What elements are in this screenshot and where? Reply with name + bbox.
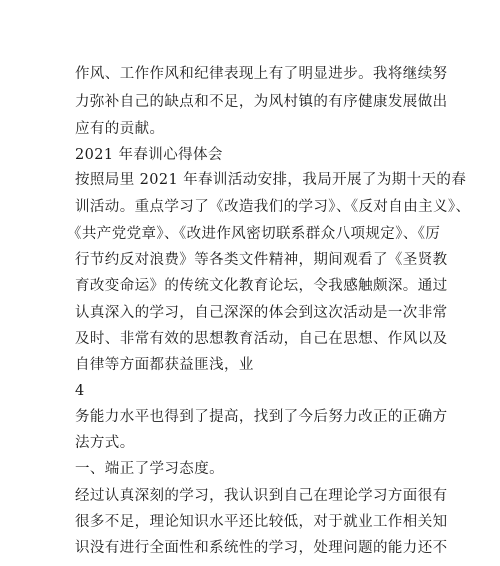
- section-heading: 2021 年春训心得体会: [75, 147, 223, 163]
- text-line: 《共产党党章》、《改进作风密切联系群众八项规定》、《厉: [67, 226, 441, 242]
- text-line: 务能力水平也得到了提高，找到了今后努力改正的正确方: [75, 409, 448, 425]
- text-line: 很多不足，理论知识水平还比较低，对于就业工作相关知: [75, 514, 448, 530]
- text-line: 自律等方面都获益匪浅，业: [75, 357, 254, 373]
- section-heading: 一、端正了学习态度。: [75, 461, 224, 477]
- text-line: 按照局里 2021 年春训活动安排，我局开展了为期十天的春: [75, 172, 467, 188]
- text-line: 认真深入的学习，自己深深的体会到这次活动是一次非常: [75, 305, 448, 321]
- text-line: 识没有进行全面性和系统性的学习，处理问题的能力还不: [75, 540, 448, 556]
- text-line: 行节约反对浪费》等各类文件精神，期间观看了《圣贤教: [75, 252, 448, 268]
- text-line: 法方式。: [75, 435, 135, 451]
- text-line: 训活动。重点学习了《改造我们的学习》、《反对自由主义》、: [75, 199, 471, 215]
- text-line: 作风、工作作风和纪律表现上有了明显进步。我将继续努: [75, 66, 448, 82]
- page-number: 4: [75, 383, 85, 399]
- text-line: 力弥补自己的缺点和不足，为风村镇的有序健康发展做出: [75, 94, 448, 110]
- text-line: 应有的贡献。: [75, 121, 165, 137]
- text-line: 及时、非常有效的思想教育活动，自己在思想、作风以及: [75, 331, 448, 347]
- text-line: 育改变命运》的传统文化教育论坛，令我感触颇深。通过: [75, 278, 448, 294]
- text-line: 经过认真深刻的学习，我认识到自己在理论学习方面很有: [75, 488, 448, 504]
